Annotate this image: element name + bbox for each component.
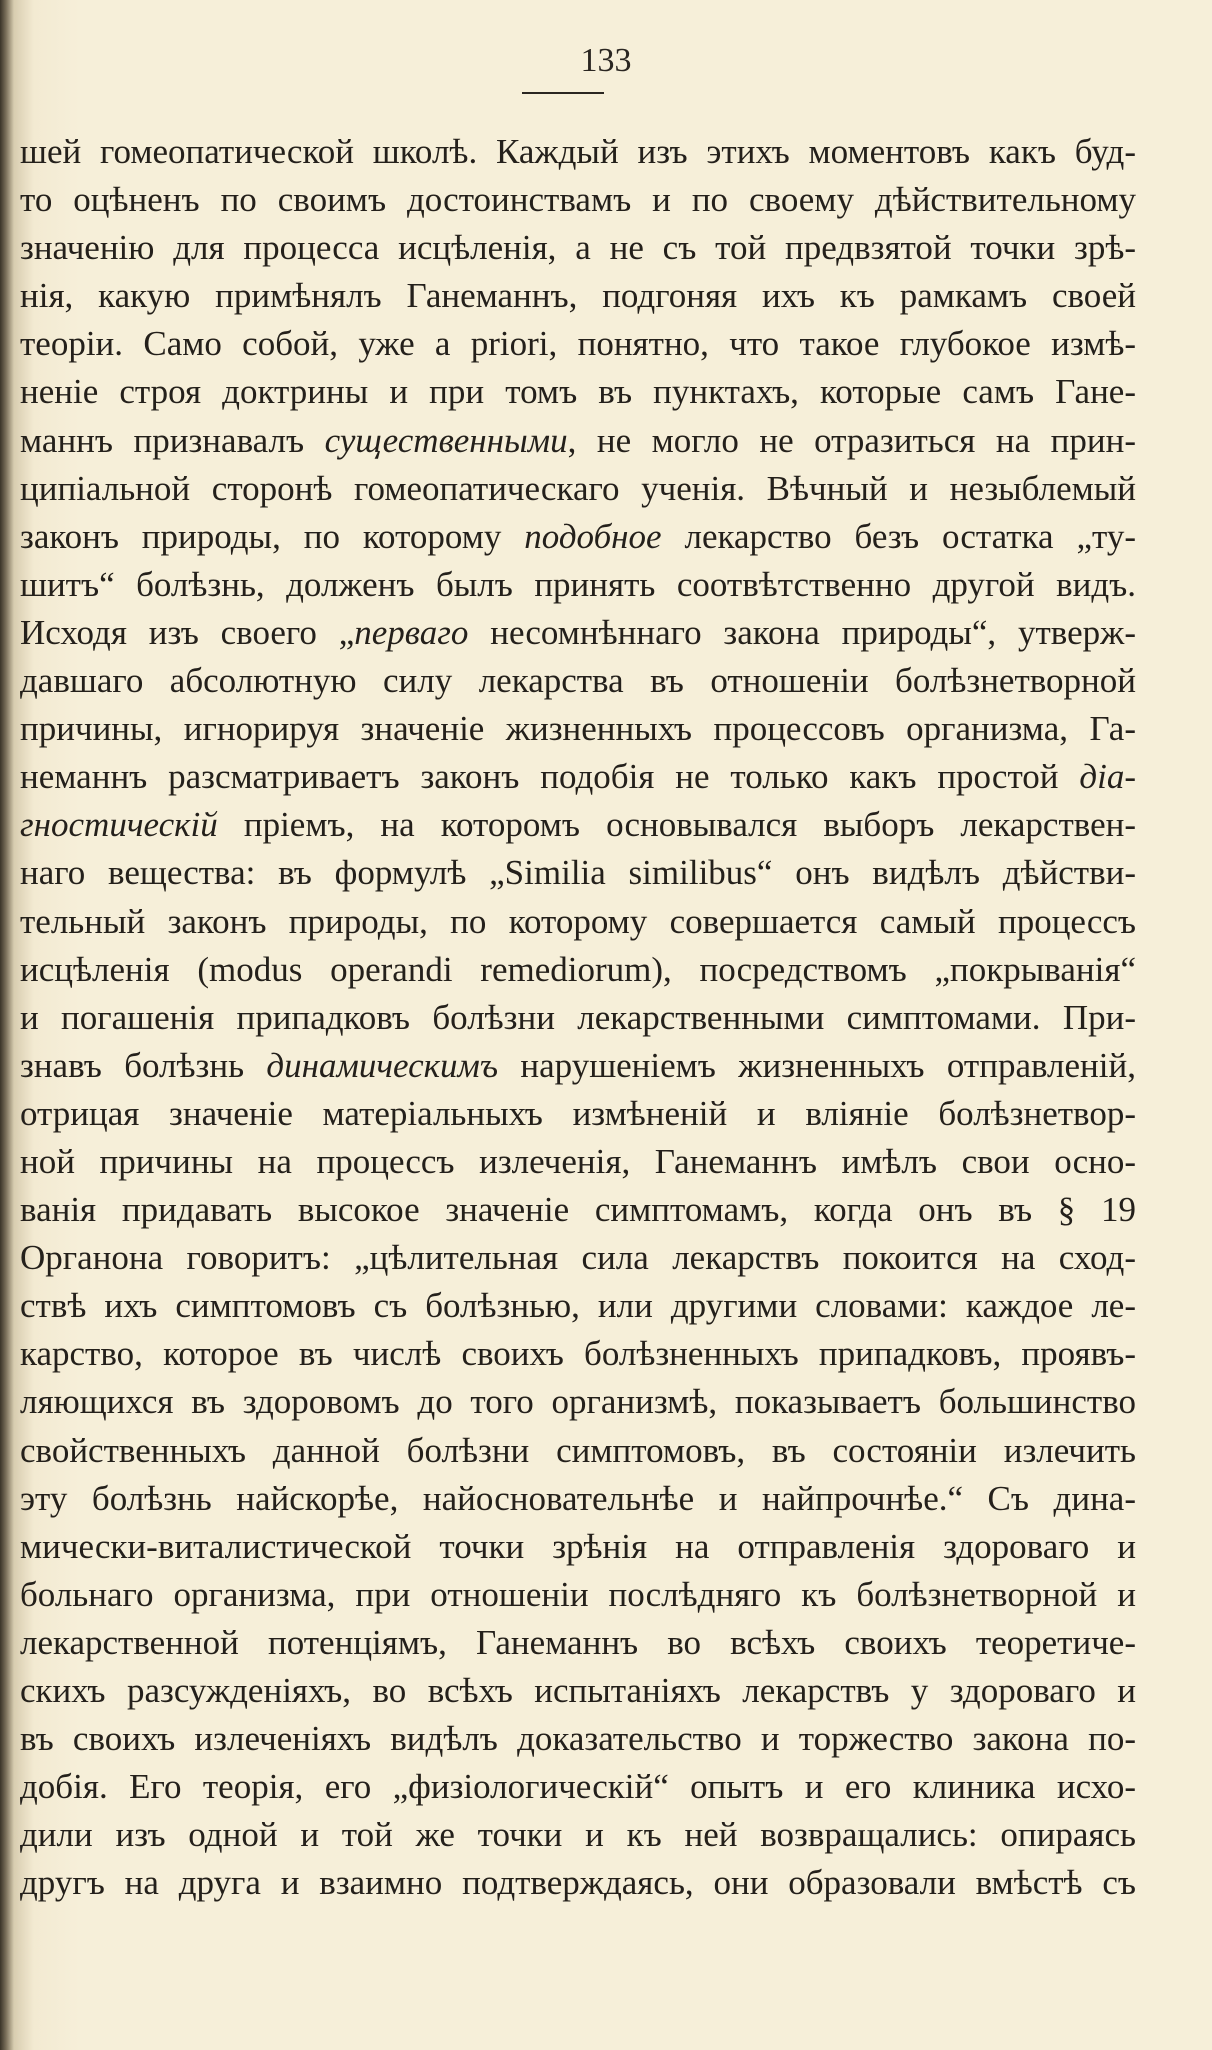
- text-line: [20, 753, 1136, 801]
- text-segment: лекарственной потенціямъ, Ганеманнъ во всѣхъ своихъ теоретиче-: [20, 1622, 1136, 1662]
- italic-text: перваго: [354, 612, 469, 652]
- text-segment: нія, какую примѣнялъ Ганеманнъ, подгоняя ихъ къ рамкамъ своей: [20, 276, 1136, 316]
- text-segment: свойственныхъ данной болѣзни симптомовъ, въ состояніи излечить: [20, 1430, 1136, 1470]
- text-line: [20, 1619, 1136, 1667]
- text-line: [20, 1186, 1136, 1234]
- text-segment: и погашенія припадковъ болѣзни лекарственными симптомами. При-: [20, 997, 1136, 1037]
- text-line: [20, 705, 1136, 753]
- text-segment: знавъ болѣзнь: [20, 1045, 267, 1085]
- text-segment: наго вещества: въ формулѣ „Similia similibus“ онъ видѣлъ дѣйстви-: [20, 853, 1136, 893]
- text-segment: карство, которое въ числѣ своихъ болѣзненныхъ припадковъ, проявъ-: [20, 1334, 1136, 1374]
- text-segment: шитъ“ болѣзнь, долженъ былъ принять соотвѣтственно другой видъ.: [20, 564, 1136, 604]
- text-segment: мически-виталистической точки зрѣнія на отправленія здороваго и: [20, 1526, 1136, 1566]
- text-line: [20, 946, 1136, 994]
- page-number: 133: [580, 42, 632, 79]
- text-line: [20, 1667, 1136, 1715]
- text-segment: дили изъ одной и той же точки и къ ней возвращались: опираясь: [20, 1815, 1136, 1855]
- text-segment: маннъ признавалъ: [20, 420, 325, 460]
- text-line: [20, 1523, 1136, 1571]
- text-line: [20, 1715, 1136, 1763]
- text-segment: отрицая значеніе матеріальныхъ измѣненій и вліяніе болѣзнетвор-: [20, 1093, 1136, 1133]
- text-line: [20, 465, 1136, 513]
- text-line: [20, 1090, 1136, 1138]
- italic-text: существенными: [324, 420, 568, 460]
- text-line: [20, 1811, 1136, 1859]
- text-line: [20, 128, 1136, 176]
- text-segment: давшаго абсолютную силу лекарства въ отношеніи болѣзнетворной: [20, 661, 1136, 701]
- text-line: [20, 320, 1136, 368]
- text-segment: эту болѣзнь найскорѣе, найосновательнѣе и найпрочнѣе.“ Съ дина-: [20, 1478, 1136, 1518]
- text-line: [20, 1763, 1136, 1811]
- text-segment: значенію для процесса исцѣленія, а не съ той предвзятой точки зрѣ-: [20, 228, 1136, 268]
- text-line: [20, 561, 1136, 609]
- italic-text: динамическимъ: [266, 1045, 499, 1085]
- text-segment: ной причины на процессъ излеченія, Ганеманнъ имѣлъ свои осно-: [20, 1141, 1136, 1181]
- text-segment: въ своихъ излеченіяхъ видѣлъ доказательство и торжество закона по-: [20, 1719, 1136, 1759]
- text-segment: причины, игнорируя значеніе жизненныхъ процессовъ организма, Га-: [20, 709, 1136, 749]
- text-line: [20, 1378, 1136, 1426]
- text-segment: ципіальной сторонѣ гомеопатическаго ученія. Вѣчный и незыблемый: [20, 468, 1136, 508]
- text-line: [20, 1138, 1136, 1186]
- text-line: [20, 1282, 1136, 1330]
- text-segment: неніе строя доктрины и при томъ въ пунктахъ, которые самъ Гане-: [20, 372, 1136, 412]
- text-line: [20, 176, 1136, 224]
- text-segment: больнаго организма, при отношеніи послѣдняго къ болѣзнетворной и: [20, 1574, 1136, 1614]
- text-line: [20, 1859, 1136, 1907]
- text-segment: законъ природы, по которому: [20, 516, 525, 556]
- italic-text: діа-: [1079, 757, 1136, 797]
- text-line: [20, 417, 1136, 465]
- text-line: [20, 272, 1136, 320]
- text-segment: то оцѣненъ по своимъ достоинствамъ и по своему дѣйствительному: [20, 180, 1136, 220]
- text-segment: несомнѣннаго закона природы“, утверж-: [468, 612, 1136, 652]
- body-text: [20, 128, 1136, 1907]
- text-line: [20, 898, 1136, 946]
- text-segment: пріемъ, на которомъ основывался выборъ лекарствен-: [217, 805, 1136, 845]
- text-segment: шей гомеопатической школѣ. Каждый изъ этихъ моментовъ какъ буд-: [20, 132, 1136, 171]
- text-segment: теоріи. Само собой, уже a priori, понятно, что такое глубокое измѣ-: [20, 324, 1136, 364]
- text-segment: добія. Его теорія, его „физіологическій“ опытъ и его клиника исхо-: [20, 1767, 1136, 1807]
- text-line: [20, 1234, 1136, 1282]
- text-line: [20, 1571, 1136, 1619]
- text-segment: ляющихся въ здоровомъ до того организмѣ, показываетъ большинство: [20, 1382, 1136, 1422]
- text-segment: другъ на друга и взаимно подтверждаясь, они образовали вмѣстѣ съ: [20, 1863, 1136, 1903]
- text-line: [20, 609, 1136, 657]
- text-line: [20, 1475, 1136, 1523]
- text-line: [20, 994, 1136, 1042]
- page-number-rule: [522, 92, 604, 94]
- text-segment: ванія придавать высокое значеніе симптомамъ, когда онъ въ § 19: [20, 1190, 1136, 1230]
- text-line: [20, 1427, 1136, 1475]
- text-line: [20, 849, 1136, 897]
- text-segment: нарушеніемъ жизненныхъ отправленій,: [498, 1045, 1136, 1085]
- text-line: [20, 1330, 1136, 1378]
- text-segment: лекарство безъ остатка „ту-: [661, 516, 1136, 556]
- text-segment: Исходя изъ своего „: [20, 612, 355, 652]
- text-line: [20, 657, 1136, 705]
- italic-text: подобное: [524, 516, 662, 556]
- text-segment: , не могло не отразиться на прин-: [567, 420, 1136, 460]
- text-line: [20, 513, 1136, 561]
- text-line: [20, 1042, 1136, 1090]
- text-segment: Органона говоритъ: „цѣлительная сила лекарствъ покоится на сход-: [20, 1238, 1136, 1278]
- text-line: [20, 801, 1136, 849]
- text-segment: скихъ разсужденіяхъ, во всѣхъ испытаніяхъ лекарствъ у здороваго и: [20, 1671, 1136, 1710]
- text-line: [20, 368, 1136, 416]
- text-segment: ствѣ ихъ симптомовъ съ болѣзнью, или другими словами: каждое ле-: [20, 1286, 1136, 1326]
- italic-text: гностическій: [20, 805, 218, 845]
- text-segment: тельный законъ природы, по которому совершается самый процессъ: [20, 901, 1136, 941]
- text-segment: неманнъ разсматриваетъ законъ подобія не только какъ простой: [20, 757, 1080, 797]
- text-segment: исцѣленія (modus operandi remediorum), посредствомъ „покрыванія“: [20, 949, 1136, 989]
- text-line: [20, 224, 1136, 272]
